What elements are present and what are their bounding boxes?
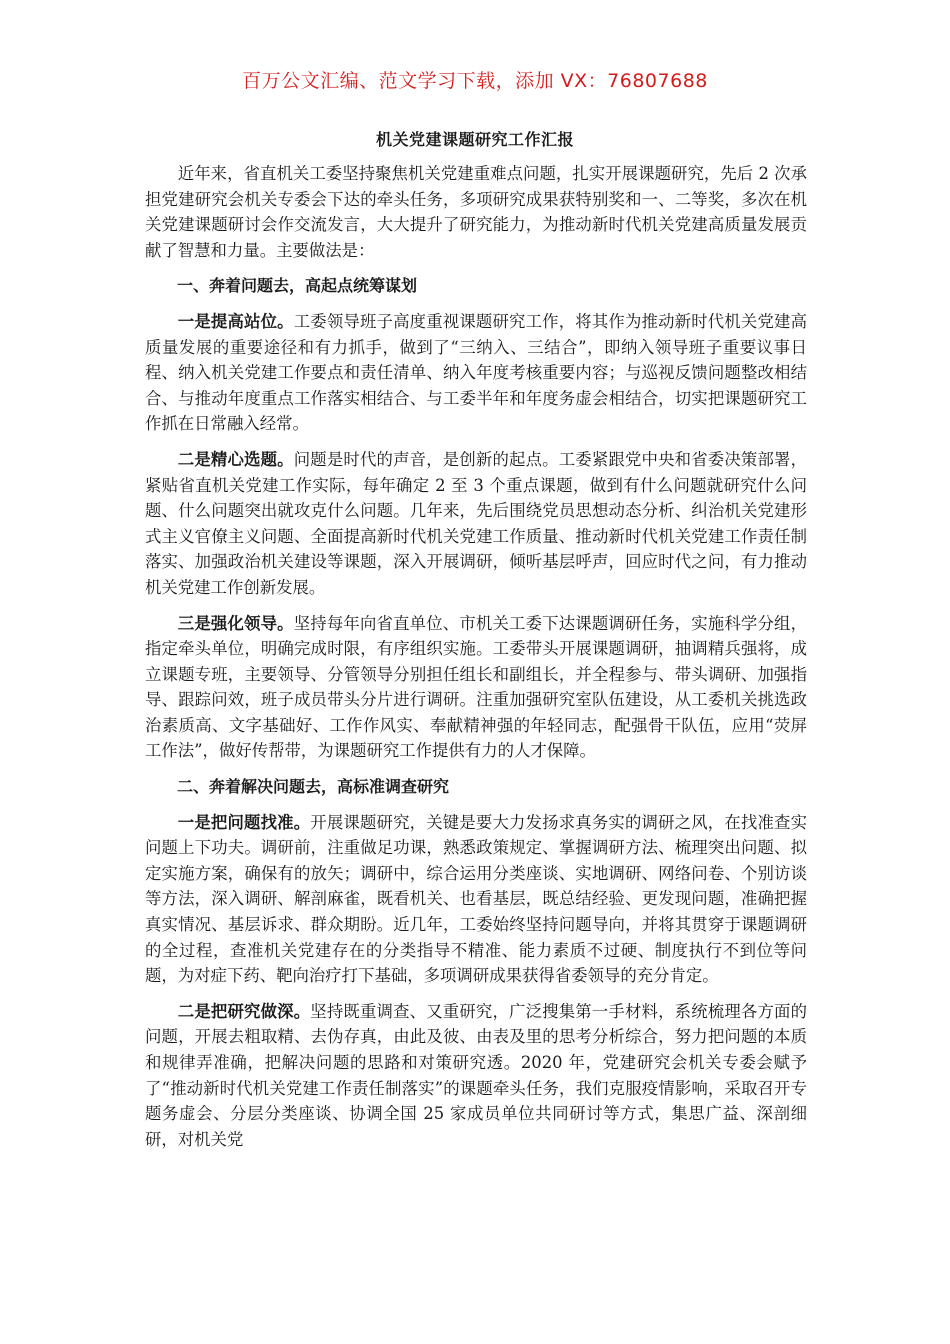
paragraph-lead: 三是强化领导。 (177, 613, 294, 633)
paragraph-text: 坚持既重调查、又重研究，广泛搜集第一手材料，系统梳理各方面的问题，开展去粗取精、去伪存真，由此及彼、由表及里的思考分析综合，努力把问题的本质和规律弄准确，把解决问题的思路和对策研究透。2020 年，党建研究会机关专委会赋予了“推动新时代机关党建工作责任制落实”的课题牵头任务，我们克服疫情影响，采取召开专题务虚会、分层分类座谈、协调全国 25 家成员单位共同研讨等方式，集思广益、深剖细研，对机关党 (145, 1001, 807, 1149)
watermark-banner: 百万公文汇编、范文学习下载，添加 VX：76807688 (242, 70, 708, 92)
document-title: 机关党建课题研究工作汇报 (375, 130, 574, 149)
paragraph-text: 开展课题研究，关键是要大力发扬求真务实的调研之风，在找准查实问题上下功夫。调研前，注重做足功课，熟悉政策规定、掌握调研方法、梳理突出问题、拟定实施方案，确保有的放矢；调研中，综合运用分类座谈、实地调研、网络问卷、个别访谈等方法，深入调研、解剖麻雀，既看机关、也看基层，既总结经验、更发现问题，准确把握真实情况、基层诉求、群众期盼。近几年，工委始终坚持问题导向，并将其贯穿于课题调研的全过程，查准机关党建存在的分类指导不精准、能力素质不过硬、制度执行不到位等问题，为对症下药、靶向治疗打下基础，多项调研成果获得省委领导的充分肯定。 (145, 812, 807, 986)
paragraph (145, 309, 807, 437)
paragraph (145, 999, 807, 1153)
paragraph (145, 447, 807, 601)
section-2-heading: 二、奔着解决问题去，高标准调查研究 (177, 777, 450, 797)
paragraph-lead: 二是精心选题。 (177, 449, 294, 469)
paragraph (145, 810, 807, 989)
document-body (145, 161, 807, 1162)
paragraph-text: 工委领导班子高度重视课题研究工作，将其作为推动新时代机关党建高质量发展的重要途径和有力抓手，做到了“三纳入、三结合”，即纳入领导班子重要议事日程、纳入机关党建工作要点和责任清单、纳入年度考核重要内容；与巡视反馈问题整改相结合、与推动年度重点工作落实相结合、与工委半年和年度务虚会相结合，切实把课题研究工作抓在日常融入经常。 (145, 311, 807, 434)
paragraph-lead: 二是把研究做深。 (177, 1001, 311, 1021)
intro-paragraph: 近年来，省直机关工委坚持聚焦机关党建重难点问题，扎实开展课题研究，先后 2 次承担党建研究会机关专委会下达的牵头任务，多项研究成果获特别奖和一、二等奖，多次在机关党建课题研讨会作交流发言，大大提升了研究能力，为推动新时代机关党建高质量发展贡献了智慧和力量。主要做法是： (145, 164, 807, 260)
paragraph-text: 坚持每年向省直单位、市机关工委下达课题调研任务，实施科学分组，指定牵头单位，明确完成时限，有序组织实施。工委带头开展课题调研，抽调精兵强将，成立课题专班，主要领导、分管领导分别担任组长和副组长，并全程参与、带头调研、加强指导、跟踪问效，班子成员带头分片进行调研。注重加强研究室队伍建设，从工委机关挑选政治素质高、文字基础好、工作作风实、奉献精神强的年轻同志，配强骨干队伍，应用“荧屏工作法”，做好传帮带，为课题研究工作提供有力的人才保障。 (145, 613, 807, 761)
paragraph (145, 611, 807, 765)
paragraph-lead: 一是提高站位。 (177, 311, 294, 331)
paragraph-lead: 一是把问题找准。 (177, 812, 311, 832)
section-1-heading: 一、奔着问题去，高起点统筹谋划 (177, 276, 418, 296)
paragraph-text: 问题是时代的声音，是创新的起点。工委紧跟党中央和省委决策部署，紧贴省直机关党建工作实际，每年确定 2 至 3 个重点课题，做到有什么问题就研究什么问题、什么问题突出就攻克什么问题。几年来，先后围绕党员思想动态分析、纠治机关党建形式主义官僚主义问题、全面提高新时代机关党建工作质量、推动新时代机关党建工作责任制落实、加强政治机关建设等课题，深入开展调研，倾听基层呼声，回应时代之问，有力推动机关党建工作创新发展。 (145, 449, 807, 597)
